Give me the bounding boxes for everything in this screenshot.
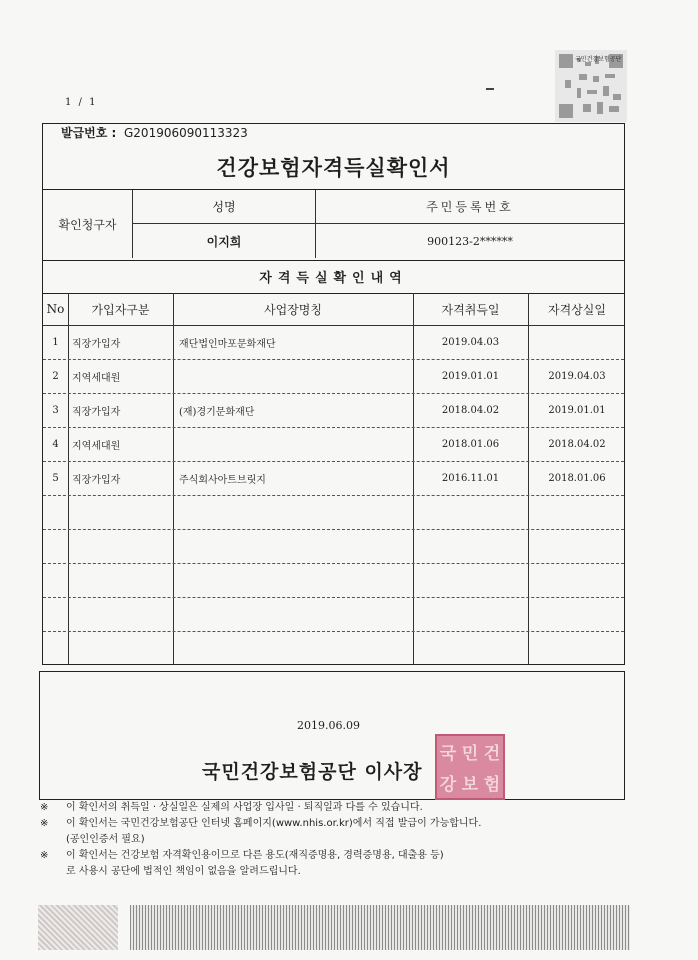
- cell-type: 직장가입자: [72, 474, 121, 486]
- note-mark: ※: [40, 850, 49, 861]
- cell-workplace: [173, 427, 413, 461]
- cell-lost: 2019.01.01: [548, 404, 606, 416]
- cell-type: 직장가입자: [72, 338, 121, 350]
- seal-glyph: 보: [461, 775, 479, 795]
- cell-lost: 2019.04.03: [548, 370, 606, 382]
- history-table: [43, 293, 624, 664]
- requester-name: 이지희: [133, 224, 316, 258]
- cell-workplace: 주식회사아트브릿지: [179, 474, 266, 486]
- seal-glyph: 강: [439, 775, 457, 795]
- note-mark: ※: [40, 818, 49, 829]
- page-count: 1 / 1: [65, 97, 98, 108]
- requester-section-label: 확인청구자: [43, 190, 133, 258]
- cell-acquired: 2016.11.01: [441, 472, 500, 484]
- issue-number: [61, 124, 248, 141]
- official-seal: [435, 734, 505, 800]
- col-header-workplace: 사업장명칭: [264, 302, 322, 317]
- cell-acquired: 2018.04.02: [441, 404, 500, 416]
- note-item: [40, 800, 640, 816]
- col-header-acquired: 자격취득일: [441, 302, 500, 317]
- history-title: 자격득실확인내역: [43, 259, 624, 294]
- table-row: [43, 563, 624, 598]
- table-row: [43, 597, 624, 632]
- issue-date: 2019.06.09: [297, 719, 360, 732]
- cell-no: 3: [52, 404, 59, 416]
- cell-acquired: 2018.01.06: [441, 438, 500, 450]
- table-row: [43, 529, 624, 564]
- note-text: 이 확인서는 건강보험 자격확인용이므로 다른 용도(재직증명용, 경력증명용, 대출용 등): [66, 850, 444, 861]
- seal-glyph: 국: [439, 744, 457, 764]
- history-header-row: [43, 293, 624, 326]
- note-text: 이 확인서의 취득일 · 상실일은 실제의 사업장 입사일 · 퇴직일과 다를 수 있습니다.: [66, 802, 423, 813]
- table-row: [43, 325, 624, 360]
- cell-type: 지역세대원: [72, 440, 121, 452]
- id-number-header: 주민등록번호: [316, 190, 624, 224]
- note-text: 로 사용시 공단에 법적인 책임이 없음을 알려드립니다.: [66, 866, 301, 877]
- note-text: 이 확인서는 국민건강보험공단 인터넷 홈페이지(www.nhis.or.kr)에서 직접 발급이 가능합니다.: [66, 818, 482, 829]
- table-row: [43, 393, 624, 428]
- qr-label: 국민건강보험공단: [575, 56, 622, 63]
- cell-no: 4: [52, 438, 59, 450]
- issuance-box: [39, 671, 625, 800]
- issuer-name: 국민건강보험공단 이사장: [202, 761, 423, 783]
- table-row: [43, 495, 624, 530]
- cell-workplace: 재단법인마포문화재단: [179, 338, 276, 350]
- cell-lost: 2018.04.02: [548, 438, 606, 450]
- issue-number-value: G201906090113323: [124, 126, 248, 140]
- cell-acquired: 2019.04.03: [441, 336, 500, 348]
- seal-glyph: 건: [483, 744, 501, 764]
- cell-lost: [528, 325, 626, 359]
- name-header: 성명: [133, 190, 316, 224]
- requester-id-number: 900123-2******: [427, 234, 513, 248]
- note-item: [40, 848, 640, 880]
- table-row: [43, 427, 624, 462]
- col-header-no: No: [46, 302, 65, 316]
- document-title: 건강보험자격득실확인서: [216, 155, 451, 180]
- cell-no: 2: [52, 370, 59, 382]
- table-row: [43, 461, 624, 496]
- certificate-form: [42, 123, 625, 665]
- scan-mark: [486, 88, 494, 90]
- issue-number-label: 발급번호 :: [61, 126, 117, 140]
- note-mark: ※: [40, 802, 49, 813]
- barcode-strip: [130, 905, 630, 950]
- cell-no: 5: [52, 472, 59, 484]
- col-header-lost: 자격상실일: [548, 302, 606, 317]
- requester-table: [43, 189, 624, 261]
- cell-workplace: (재)경기문화재단: [179, 406, 255, 418]
- table-row: [43, 359, 624, 394]
- scan-noise: [38, 905, 118, 950]
- note-text: (공인인증서 필요): [66, 834, 145, 845]
- notes: [40, 800, 640, 880]
- cell-type: 직장가입자: [72, 406, 121, 418]
- col-header-type: 가입자구분: [91, 302, 150, 317]
- cell-type: 지역세대원: [72, 372, 121, 384]
- cell-lost: 2018.01.06: [548, 472, 606, 484]
- cell-no: 1: [52, 336, 59, 348]
- note-item: [40, 816, 640, 848]
- table-row: [43, 631, 624, 665]
- seal-glyph: 민: [461, 744, 479, 764]
- cell-acquired: 2019.01.01: [441, 370, 500, 382]
- seal-glyph: 험: [483, 775, 501, 795]
- cell-workplace: [173, 359, 413, 393]
